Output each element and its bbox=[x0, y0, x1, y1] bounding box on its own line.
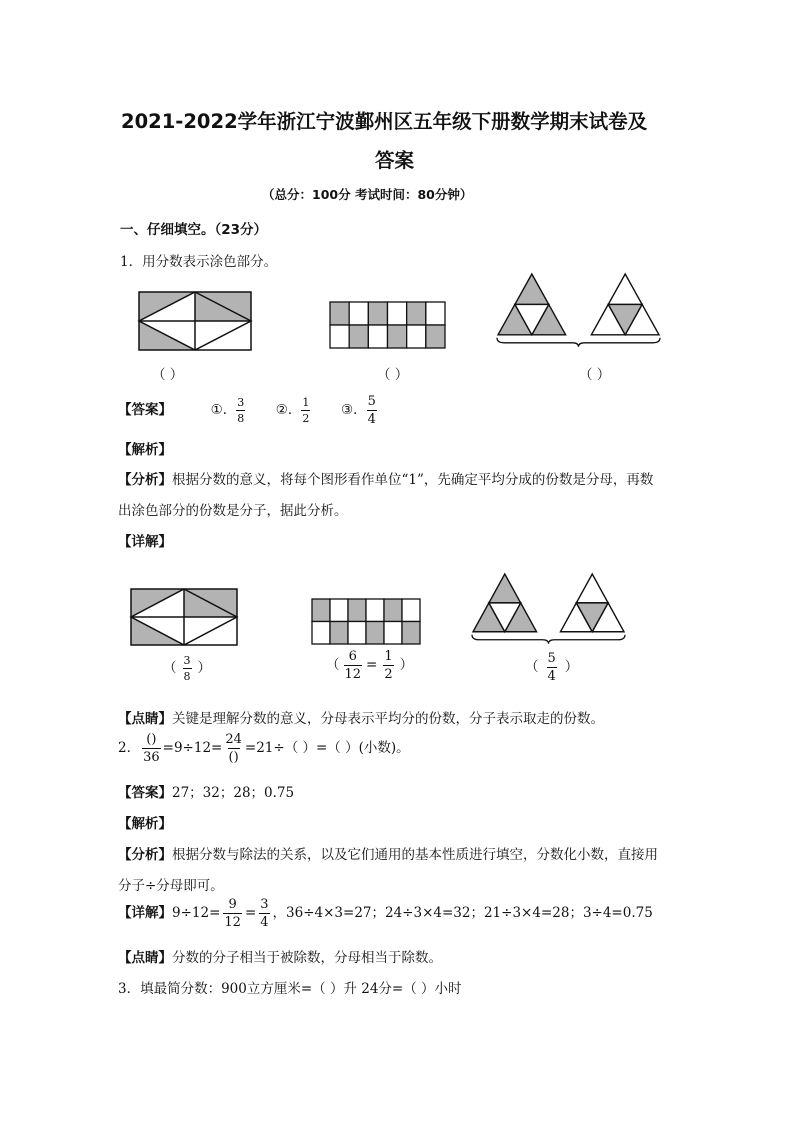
grid-cell bbox=[384, 622, 402, 645]
analysis-heading-1: 【解析】 bbox=[118, 442, 172, 458]
grid-cell bbox=[330, 599, 348, 622]
grid-cell bbox=[330, 622, 348, 645]
question-3-text: 3．填最简分数：900立方厘米=（ ）升 24分=（ ）小时 bbox=[118, 981, 462, 997]
page-title: 2021-2022学年浙江宁波鄞州区五年级下册数学期末试卷及 bbox=[121, 110, 648, 133]
grid-cell bbox=[330, 325, 349, 348]
grid-cell bbox=[384, 599, 402, 622]
grid-cell bbox=[426, 325, 445, 348]
detail-figure-grid-rectangle bbox=[312, 599, 420, 644]
grid-cell bbox=[349, 302, 368, 325]
answer-mark-3: ③． bbox=[341, 402, 367, 418]
grid-cell bbox=[426, 302, 445, 325]
sub-triangle bbox=[608, 274, 642, 304]
grid-cell bbox=[330, 302, 349, 325]
exam-info: （总分：100分 考试时间：80分钟） bbox=[262, 187, 473, 202]
page-title-line2: 答案 bbox=[375, 149, 415, 172]
grid-cell bbox=[348, 599, 366, 622]
detail-caption-1: （ $\frac{3}{8}$ ） bbox=[163, 654, 211, 683]
grid-cell bbox=[312, 599, 330, 622]
figure-grid-rectangle bbox=[330, 302, 445, 348]
question-1-text: 1．用分数表示涂色部分。 bbox=[120, 254, 278, 270]
answer-row-2: 【答案】27；32；28；0.75 bbox=[118, 785, 295, 801]
fraction-blank-36: $\frac{()}{36}$ bbox=[143, 732, 160, 765]
grid-cell bbox=[348, 622, 366, 645]
sub-triangle bbox=[515, 274, 549, 304]
analysis-text-1b: 出涂色部分的份数是分子，据此分析。 bbox=[118, 503, 348, 519]
answer-blank-2: （ ） bbox=[377, 367, 409, 383]
answer-blank-3: （ ） bbox=[579, 367, 611, 383]
analysis-text-1a: 【分析】根据分数的意义，将每个图形看作单位“1”，先确定平均分成的份数是分母，再数 bbox=[118, 472, 654, 488]
grid-cell bbox=[312, 622, 330, 645]
answer-mark-2: ②． bbox=[275, 402, 302, 418]
detail-caption-3: （ $\frac{5}{4}$ ） bbox=[525, 651, 579, 684]
grid-cell bbox=[368, 302, 387, 325]
detail-row-2: 【详解】9÷12= $\frac{9}{12}$ = $\frac{3}{4}$ ，36÷4×3=27；24÷3×4=32；21÷3×4=28；3÷4=0.75 bbox=[118, 897, 653, 930]
key-point-1: 【点睛】关键是理解分数的意义，分母表示平均分的份数，分子表示取走的份数。 bbox=[118, 711, 604, 727]
figure-triangle-pair bbox=[496, 274, 661, 354]
detail-caption-2: （ $\frac{6}{12}$ = $\frac{1}{2}$ ） bbox=[326, 649, 414, 682]
grid-cell bbox=[407, 302, 426, 325]
detail-figure-triangle-pair bbox=[471, 574, 626, 650]
answer-row bbox=[118, 395, 377, 426]
figure-rectangle-diamond bbox=[139, 292, 251, 350]
answer-fraction-3: $\frac{5}{4}$ bbox=[367, 394, 376, 427]
grid-cell bbox=[366, 599, 384, 622]
answer-fraction-2: $\frac{1}{2}$ bbox=[302, 396, 310, 425]
grid-cell bbox=[368, 325, 387, 348]
detail-heading-1: 【详解】 bbox=[118, 534, 172, 550]
grid-cell bbox=[407, 325, 426, 348]
answer-label: 【答案】 bbox=[118, 402, 172, 418]
analysis-heading-2: 【解析】 bbox=[118, 816, 172, 832]
grid-cell bbox=[402, 599, 420, 622]
detail-figure-rectangle-diamond bbox=[131, 589, 237, 645]
answer-fraction-1: $\frac{3}{8}$ bbox=[237, 396, 245, 425]
grid-cell bbox=[388, 302, 407, 325]
key-point-2: 【点睛】分数的分子相当于被除数，分母相当于除数。 bbox=[118, 950, 442, 966]
analysis-text-2a: 【分析】根据分数与除法的关系，以及它们通用的基本性质进行填空，分数化小数，直接用 bbox=[118, 847, 658, 863]
question-2-text: 2． $\frac{()}{36}$ =9÷12= $\frac{24}{()}$ =21÷（ ）=（ ）(小数)。 bbox=[118, 732, 410, 765]
analysis-text-2b: 分子÷分母即可。 bbox=[118, 878, 224, 894]
brace bbox=[497, 338, 660, 347]
grid-cell bbox=[388, 325, 407, 348]
grid-cell bbox=[402, 622, 420, 645]
fraction-24-blank: $\frac{24}{()}$ bbox=[225, 732, 242, 765]
answer-blank-1: （ ） bbox=[152, 367, 184, 383]
sub-triangle bbox=[489, 574, 521, 603]
brace bbox=[472, 635, 625, 644]
section-heading: 一、仔细填空。（23分） bbox=[120, 222, 268, 238]
grid-cell bbox=[366, 622, 384, 645]
sub-triangle bbox=[576, 574, 608, 603]
answer-mark-1: ①． bbox=[210, 402, 237, 418]
grid-cell bbox=[349, 325, 368, 348]
